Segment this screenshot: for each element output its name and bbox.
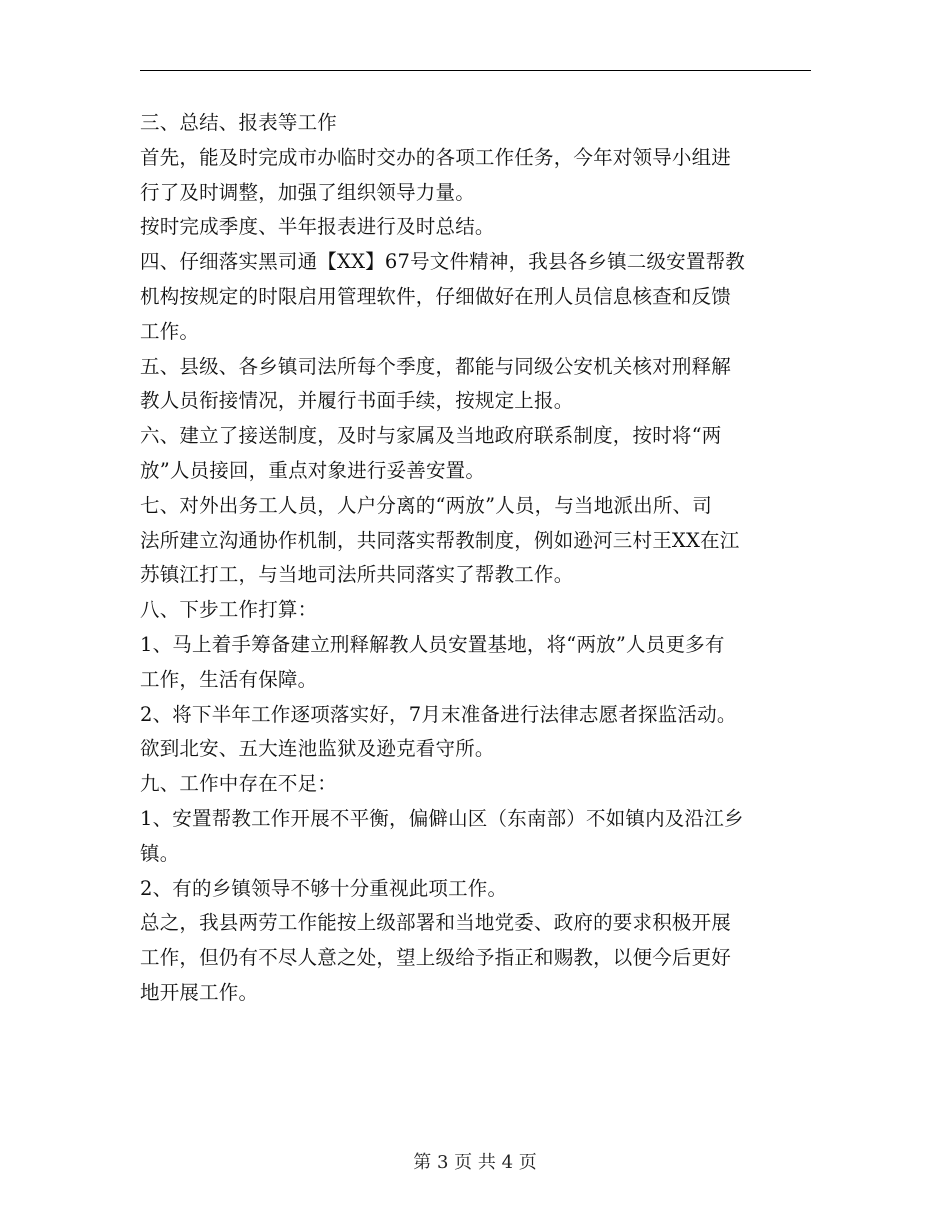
list-item: 2、有的乡镇领导不够十分重视此项工作。 xyxy=(140,876,508,900)
conclusion-paragraph: 总之，我县两劳工作能按上级部署和当地党委、政府的要求积极开展 工作，但仍有不尽人意之处，望上级给予指正和赐教，以便今后更好 地开展工作。 xyxy=(140,911,732,1004)
section-heading-3: 三、总结、报表等工作 xyxy=(140,111,338,134)
paragraph: 按时完成季度、半年报表进行及时总结。 xyxy=(140,215,495,239)
document-body xyxy=(140,106,812,1011)
list-item: 1、马上着手筹备建立刑释解教人员安置基地，将“两放”人员更多有 工作，生活有保障。 xyxy=(140,632,725,691)
section-item-5: 五、县级、各乡镇司法所每个季度，都能与同级公安机关核对刑释解 教人员衔接情况，并履行书面手续，按规定上报。 xyxy=(140,354,732,413)
section-heading-8: 八、下步工作打算： xyxy=(140,598,318,622)
header-rule xyxy=(140,70,811,71)
section-heading-9: 九、工作中存在不足： xyxy=(140,772,338,796)
page-number-footer: 第 3 页 共 4 页 xyxy=(413,1152,537,1173)
list-item: 2、将下半年工作逐项落实好，7月末准备进行法律志愿者探监活动。 欲到北安、五大连池监狱及逊克看守所。 xyxy=(140,702,737,761)
section-item-7: 七、对外出务工人员，人户分离的“两放”人员，与当地派出所、司 法所建立沟通协作机制，共同落实帮教制度，例如逊河三村王XX在江 苏镇江打工，与当地司法所共同落实了帮教工作。 xyxy=(140,493,740,587)
paragraph: 首先，能及时完成市办临时交办的各项工作任务，今年对领导小组进 行了及时调整，加强了组织领导力量。 xyxy=(140,145,732,204)
section-item-4: 四、仔细落实黑司通【XX】67号文件精神，我县各乡镇二级安置帮教 机构按规定的时限启用管理软件，仔细做好在刑人员信息核查和反馈 工作。 xyxy=(140,250,745,343)
list-item: 1、安置帮教工作开展不平衡，偏僻山区（东南部）不如镇内及沿江乡 镇。 xyxy=(140,806,744,865)
section-item-6: 六、建立了接送制度，及时与家属及当地政府联系制度，按时将“两 放”人员接回，重点对象进行妥善安置。 xyxy=(140,424,722,482)
